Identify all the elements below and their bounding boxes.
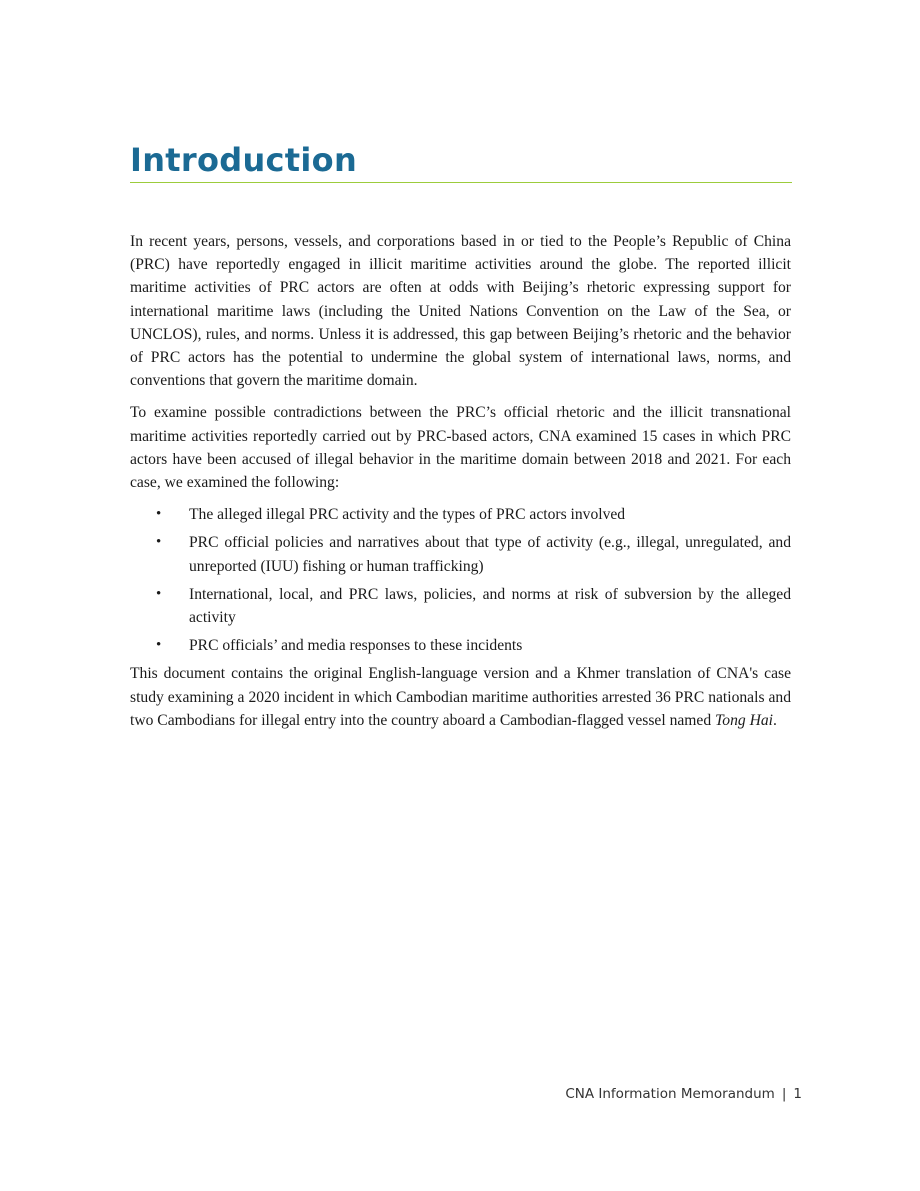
bullet-icon: • [156,637,162,654]
list-item [130,583,791,629]
bullet-icon: • [156,506,162,523]
body-text [130,230,791,732]
list-item [130,634,791,657]
footer-separator: | [781,1086,787,1102]
list-item-text: The alleged illegal PRC activity and the types of PRC actors involved [189,506,626,524]
list-item-text: PRC official policies and narratives about that type of activity (e.g., illegal, unregulated, and unreported (IUU) fishing or human trafficking) [189,534,791,575]
page-number: 1 [793,1086,802,1102]
list-item-text: International, local, and PRC laws, policies, and norms at risk of subversion by the alleged activity [189,585,791,627]
paragraph-intro: In recent years, persons, vessels, and corporations based in or tied to the People’s Republic of China (PRC) have reportedly engaged in illicit maritime activities around the globe. The reported illicit maritime activities of PRC actors are often at odds with Beijing’s rhetoric expressing support for international maritime laws (including the United Nations Convention on the Law of the Sea, or UNCLOS), rules, and norms. Unless it is addressed, this gap between Beijing’s rhetoric and the behavior of PRC actors has the potential to undermine the global system of international laws, norms, and conventions that govern the maritime domain. [130,233,791,390]
examined-items-list [130,503,791,657]
heading-underline [130,182,792,183]
footer-publication: CNA Information Memorandum [565,1086,775,1102]
document-page [130,140,791,741]
paragraph-document-text: This document contains the original English-language version and a Khmer translation of CNA's case study examining a 2020 incident in which Cambodian maritime authorities arrested 36 PRC nationals and two Cambodians for illegal entry into the country aboard a Cambodian-flagged vessel named [130,665,791,729]
paragraph-document-contents [130,662,791,732]
list-item-text: PRC officials’ and media responses to these incidents [189,637,523,655]
page-footer [565,1086,802,1102]
section-heading: Introduction [130,141,358,179]
bullet-icon: • [156,534,162,551]
list-item [130,531,791,577]
list-item [130,503,791,526]
paragraph-method: To examine possible contradictions between the PRC’s official rhetoric and the illicit transnational maritime activities reportedly carried out by PRC-based actors, CNA examined 15 cases in which PRC actors have been accused of illegal behavior in the maritime domain between 2018 and 2021. For each case, we examined the following: [130,404,791,492]
paragraph-end-punctuation: . [772,711,777,729]
vessel-name: Tong Hai [715,711,773,729]
bullet-icon: • [156,585,162,602]
